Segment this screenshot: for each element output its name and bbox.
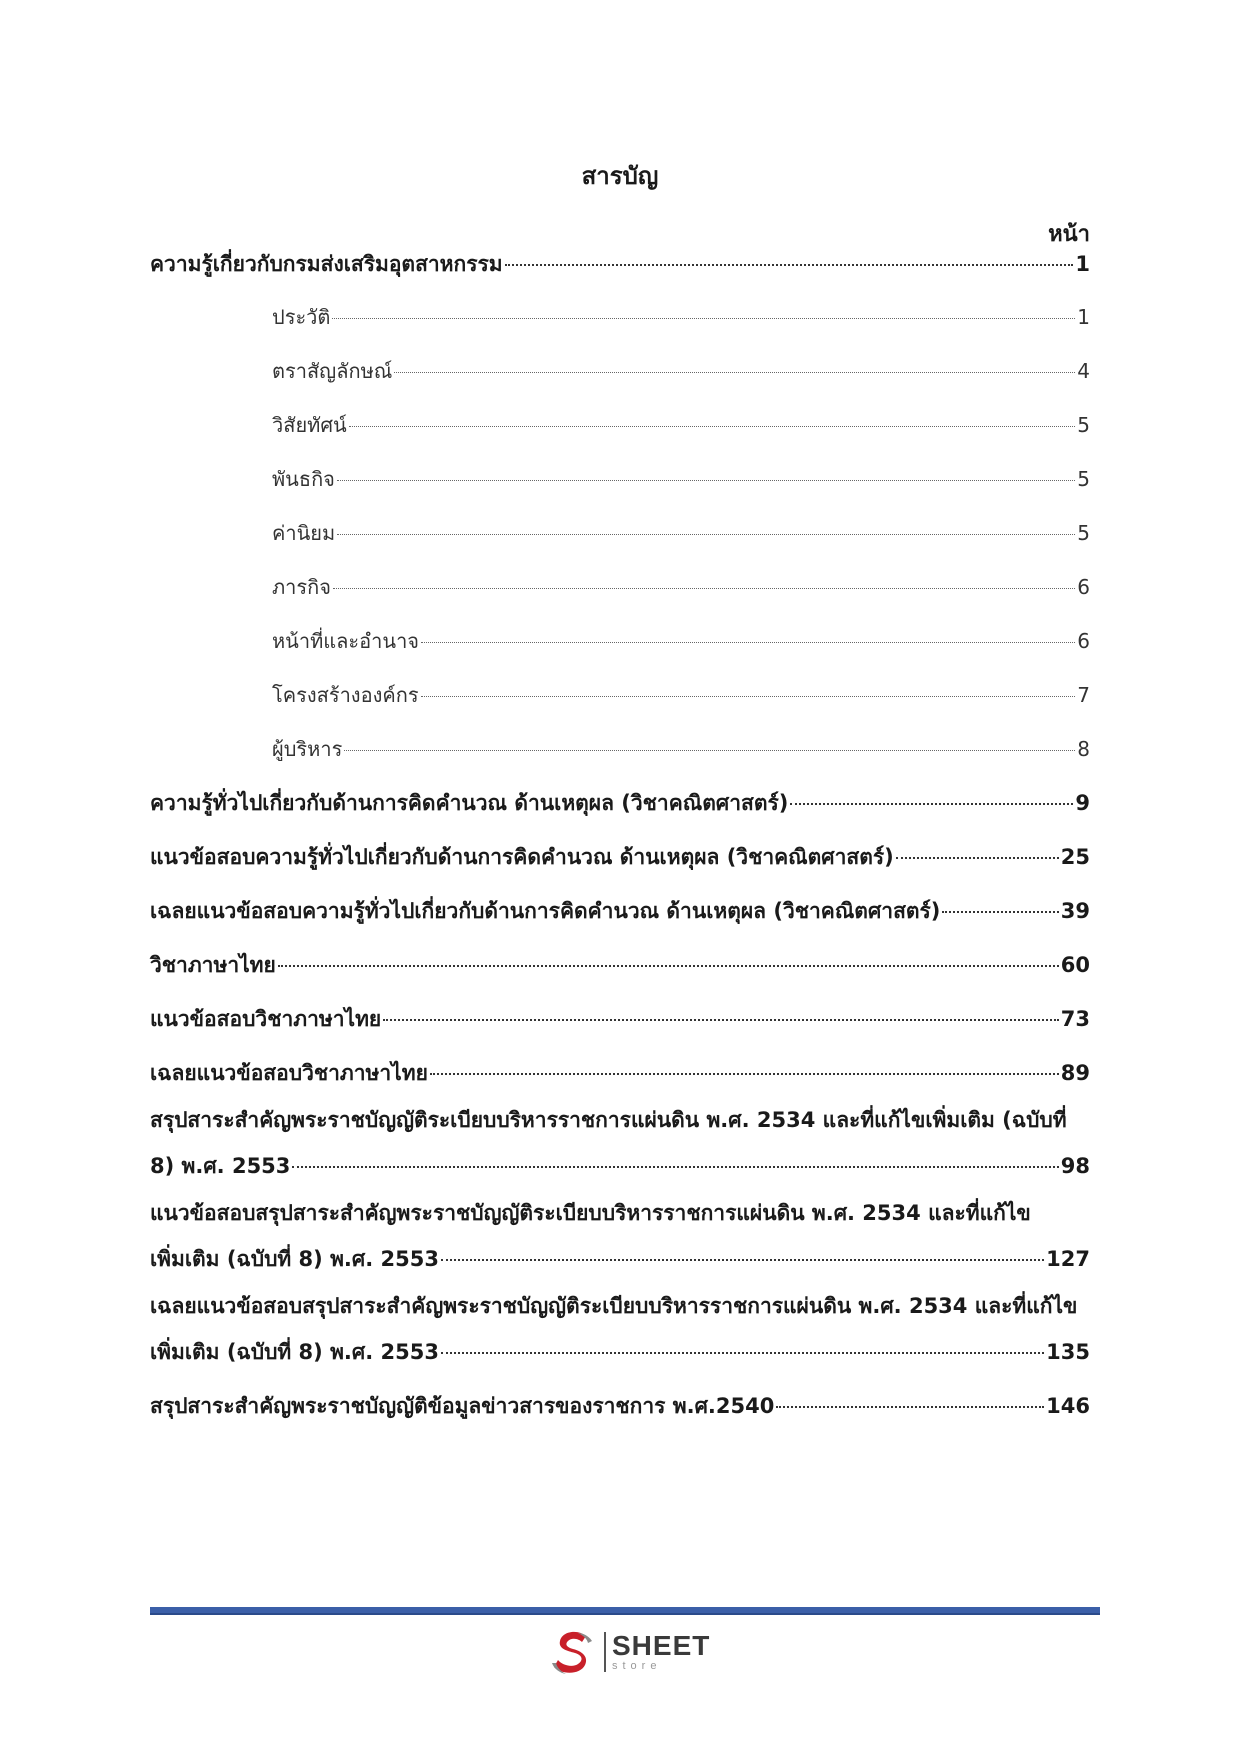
toc-entry-line: แนวข้อสอบสรุปสาระสำคัญพระราชบัญญัติระเบียบบริหารราชการแผ่นดิน พ.ศ. 2534 และที่แก้ไข [150, 1201, 1031, 1225]
toc-entry-label: วิชาภาษาไทย [150, 953, 276, 977]
toc-subentry[interactable] [272, 679, 1090, 711]
toc-entry[interactable] [150, 949, 1090, 982]
dot-leader [790, 803, 1073, 805]
toc-entry-page-number: 1 [1075, 252, 1090, 276]
toc-entry-label: เฉลยแนวข้อสอบวิชาภาษาไทย [150, 1061, 428, 1085]
toc-entry-label: ประวัติ [272, 305, 331, 329]
toc-subentry[interactable] [272, 571, 1090, 603]
toc-subentry[interactable] [272, 409, 1090, 441]
toc-entry-page-number: 135 [1046, 1340, 1090, 1364]
toc-entry-line: เฉลยแนวข้อสอบสรุปสาระสำคัญพระราชบัญญัติระเบียบบริหารราชการแผ่นดิน พ.ศ. 2534 และที่แก้ไข [150, 1294, 1078, 1318]
page-title: สารบัญ [581, 162, 659, 190]
toc-entry-page-number: 60 [1060, 953, 1090, 977]
toc-entry[interactable] [150, 1003, 1090, 1036]
toc-entry[interactable] [150, 1390, 1090, 1423]
toc-entry-label: สรุปสาระสำคัญพระราชบัญญัติข้อมูลข่าวสารของราชการ พ.ศ.2540 [150, 1394, 775, 1418]
toc-entry-label: 8) พ.ศ. 2553 [150, 1154, 291, 1178]
toc-entry-label: วิสัยทัศน์ [272, 413, 347, 437]
toc-entry-page-number: 25 [1060, 845, 1090, 869]
toc-entry-page-number: 146 [1046, 1394, 1090, 1418]
toc-entry-page-number: 1 [1077, 305, 1090, 329]
toc-entry-label: ผู้บริหาร [272, 737, 343, 761]
dot-leader [505, 264, 1074, 266]
toc-entry-page-number: 5 [1077, 521, 1090, 545]
dot-leader [441, 1352, 1044, 1354]
toc-entry-page-number: 6 [1077, 629, 1090, 653]
page-column-label: หน้า [1048, 222, 1090, 247]
toc-entry[interactable] [150, 1243, 1090, 1276]
toc-entry[interactable] [150, 841, 1090, 874]
toc-entry-label: โครงสร้างองค์กร [272, 683, 419, 707]
toc-entry-label: แนวข้อสอบวิชาภาษาไทย [150, 1007, 382, 1031]
dot-leader [430, 1073, 1059, 1075]
toc-entry-label: เฉลยแนวข้อสอบความรู้ทั่วไปเกี่ยวกับด้านการคิดคำนวณ ด้านเหตุผล (วิชาคณิตศาสตร์) [150, 899, 941, 923]
toc-entry-label: เพิ่มเติม (ฉบับที่ 8) พ.ศ. 2553 [150, 1247, 439, 1271]
dot-leader [896, 857, 1059, 859]
footer-rule [150, 1607, 1100, 1615]
toc-entry-page-number: 89 [1060, 1061, 1090, 1085]
dot-leader [394, 372, 1075, 373]
toc-entry-page-number: 7 [1077, 683, 1090, 707]
dot-leader [332, 318, 1075, 319]
toc-entry-page-number: 98 [1060, 1154, 1090, 1178]
toc-entry-page-number: 6 [1077, 575, 1090, 599]
toc-subentry[interactable] [272, 355, 1090, 387]
toc-subentry[interactable] [272, 517, 1090, 549]
dot-leader [942, 911, 1058, 913]
brand-name: SHEET [612, 1630, 711, 1661]
dot-leader [333, 588, 1075, 589]
dot-leader [292, 1166, 1058, 1168]
toc-entry-label: แนวข้อสอบความรู้ทั่วไปเกี่ยวกับด้านการคิดคำนวณ ด้านเหตุผล (วิชาคณิตศาสตร์) [150, 845, 894, 869]
toc-entry-label: ตราสัญลักษณ์ [272, 359, 393, 383]
toc-subentry[interactable] [272, 625, 1090, 657]
toc-entry-page-number: 8 [1077, 737, 1090, 761]
toc-entry-label: ภารกิจ [272, 575, 331, 599]
toc-entry-line: สรุปสาระสำคัญพระราชบัญญัติระเบียบบริหารราชการแผ่นดิน พ.ศ. 2534 และที่แก้ไขเพิ่มเติม (ฉบับที่ [150, 1108, 1067, 1132]
dot-leader [383, 1019, 1059, 1021]
dot-leader [337, 480, 1075, 481]
brand-subtitle: store [612, 1660, 662, 1672]
dot-leader [337, 534, 1075, 535]
toc-entry-page-number: 39 [1060, 899, 1090, 923]
toc-subentry[interactable] [272, 733, 1090, 765]
dot-leader [421, 696, 1076, 697]
toc-entry[interactable] [150, 895, 1090, 928]
dot-leader [344, 750, 1075, 751]
toc-entry-page-number: 9 [1075, 791, 1090, 815]
toc-entry-page-number: 4 [1077, 359, 1090, 383]
toc-entry-label: ความรู้เกี่ยวกับกรมส่งเสริมอุตสาหกรรม [150, 252, 503, 276]
toc-entry[interactable] [150, 787, 1090, 820]
toc-entry-page-number: 127 [1046, 1247, 1090, 1271]
toc-entry-label: หน้าที่และอำนาจ [272, 629, 420, 653]
dot-leader [278, 965, 1059, 967]
toc-entry[interactable] [150, 1150, 1090, 1183]
dot-leader [776, 1406, 1044, 1408]
toc-entry-label: พันธกิจ [272, 467, 335, 491]
dot-leader [441, 1259, 1044, 1261]
toc-entry-page-number: 73 [1060, 1007, 1090, 1031]
toc-entry-label: ค่านิยม [272, 521, 336, 545]
toc-subentry[interactable] [272, 463, 1090, 495]
footer-logo [548, 1626, 718, 1678]
logo-separator [604, 1632, 606, 1672]
toc-entry-label: ความรู้ทั่วไปเกี่ยวกับด้านการคิดคำนวณ ด้านเหตุผล (วิชาคณิตศาสตร์) [150, 791, 789, 815]
toc-entry[interactable] [150, 1336, 1090, 1369]
toc-entry-page-number: 5 [1077, 467, 1090, 491]
toc-entry[interactable] [150, 248, 1090, 281]
toc-subentry[interactable] [272, 301, 1090, 333]
sheet-store-logo-icon [548, 1627, 598, 1677]
toc-entry-page-number: 5 [1077, 413, 1090, 437]
dot-leader [349, 426, 1076, 427]
toc-entry-label: เพิ่มเติม (ฉบับที่ 8) พ.ศ. 2553 [150, 1340, 439, 1364]
toc-entry[interactable] [150, 1057, 1090, 1090]
dot-leader [421, 642, 1075, 643]
